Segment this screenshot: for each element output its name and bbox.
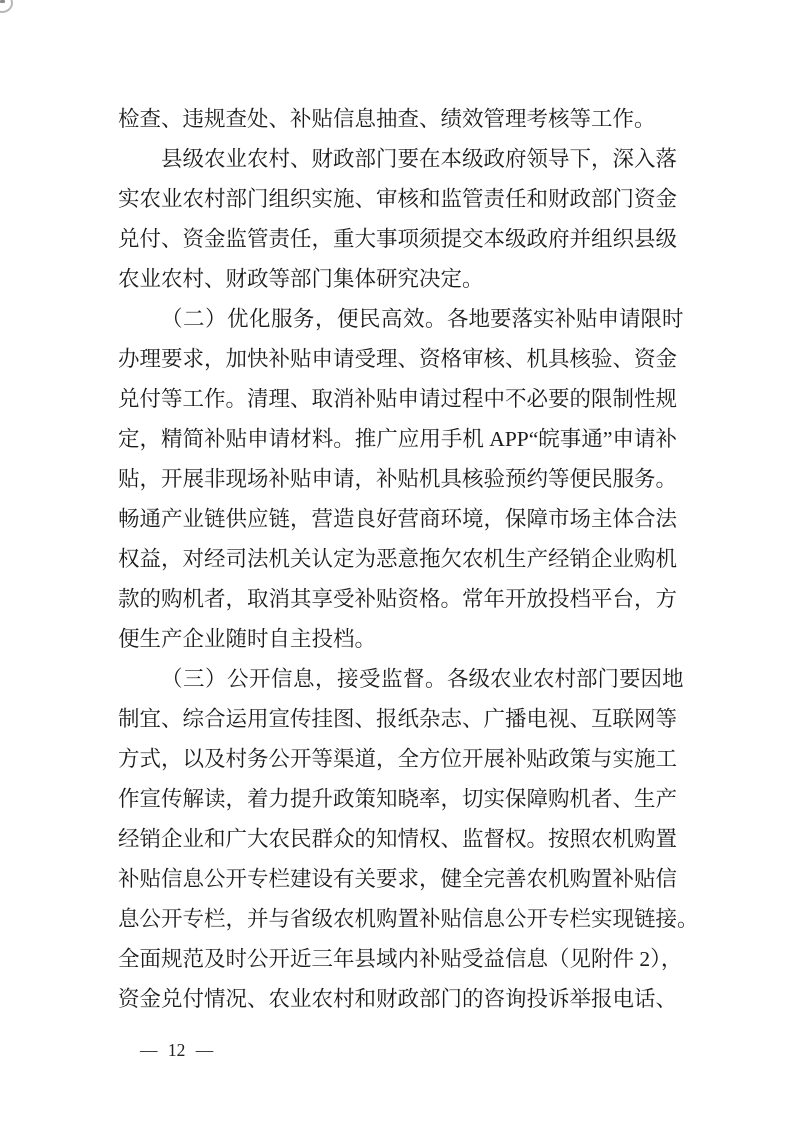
text-line [118, 819, 677, 859]
line-text: 便生产企业随时自主投档。 [118, 627, 377, 651]
section-heading: （三）公开信息，接受监督。 [161, 667, 448, 691]
text-line [118, 499, 677, 539]
scan-artifact-dot [0, 0, 5, 3]
text-line [118, 699, 677, 739]
text-line [118, 579, 677, 619]
line-text: 全面规范及时公开近三年县域内补贴受益信息（见附件 2）， [118, 947, 683, 971]
line-text: 兑付等工作。清理、取消补贴申请过程中不必要的限制性规 [118, 387, 678, 411]
line-text: 畅通产业链供应链，营造良好营商环境，保障市场主体合法 [118, 507, 678, 531]
page-number: — 12 — [140, 1040, 214, 1060]
text-line [118, 459, 677, 499]
line-text: 兑付、资金监管责任，重大事项须提交本级政府并组织县级 [118, 227, 678, 251]
line-text: 检查、违规查处、补贴信息抽查、绩效管理考核等工作。 [118, 107, 656, 131]
text-line [118, 139, 677, 179]
line-text: 办理要求，加快补贴申请受理、资格审核、机具核验、资金 [118, 347, 678, 371]
text-line [118, 939, 683, 979]
text-line [118, 99, 677, 139]
text-line [118, 539, 677, 579]
line-text: 定，精简补贴申请材料。推广应用手机 APP“皖事通”申请补 [118, 427, 677, 451]
text-line [118, 979, 677, 1019]
line-text: 实农业农村部门组织实施、审核和监管责任和财政部门资金 [118, 187, 678, 211]
line-text: 方式，以及村务公开等渠道，全方位开展补贴政策与实施工 [118, 747, 678, 771]
line-text: 权益，对经司法机关认定为恶意拖欠农机生产经销企业购机 [118, 547, 678, 571]
text-line [118, 299, 684, 339]
text-line [118, 859, 677, 899]
line-text: 贴，开展非现场补贴申请，补贴机具核验预约等便民服务。 [118, 467, 678, 491]
text-line [118, 379, 677, 419]
line-text: 制宜、综合运用宣传挂图、报纸杂志、广播电视、互联网等 [118, 707, 678, 731]
line-text: 资金兑付情况、农业农村和财政部门的咨询投诉举报电话、 [118, 987, 678, 1011]
text-line [118, 339, 677, 379]
text-line [118, 899, 699, 939]
line-text: 县级农业农村、财政部门要在本级政府领导下，深入落 [161, 147, 678, 171]
text-line [118, 259, 677, 299]
text-line [118, 179, 677, 219]
line-text: 补贴信息公开专栏建设有关要求，健全完善农机购置补贴信 [118, 867, 678, 891]
line-text: 款的购机者，取消其享受补贴资格。常年开放投档平台，方 [118, 587, 678, 611]
line-text: 各级农业农村部门要因地 [447, 667, 684, 691]
line-text: 经销企业和广大农民群众的知情权、监督权。按照农机购置 [118, 827, 678, 851]
line-text: 农业农村、财政等部门集体研究决定。 [118, 267, 484, 291]
text-line [118, 619, 677, 659]
line-text: 息公开专栏，并与省级农机购置补贴信息公开专栏实现链接。 [118, 907, 699, 931]
text-line [118, 739, 677, 779]
line-text: 作宣传解读，着力提升政策知晓率，切实保障购机者、生产 [118, 787, 678, 811]
text-line [118, 659, 684, 699]
document-text-block [118, 99, 699, 1019]
line-text: 各地要落实补贴申请限时 [447, 307, 684, 331]
text-line [118, 219, 677, 259]
text-line [118, 419, 677, 459]
section-heading: （二）优化服务，便民高效。 [161, 307, 448, 331]
text-line [118, 779, 677, 819]
